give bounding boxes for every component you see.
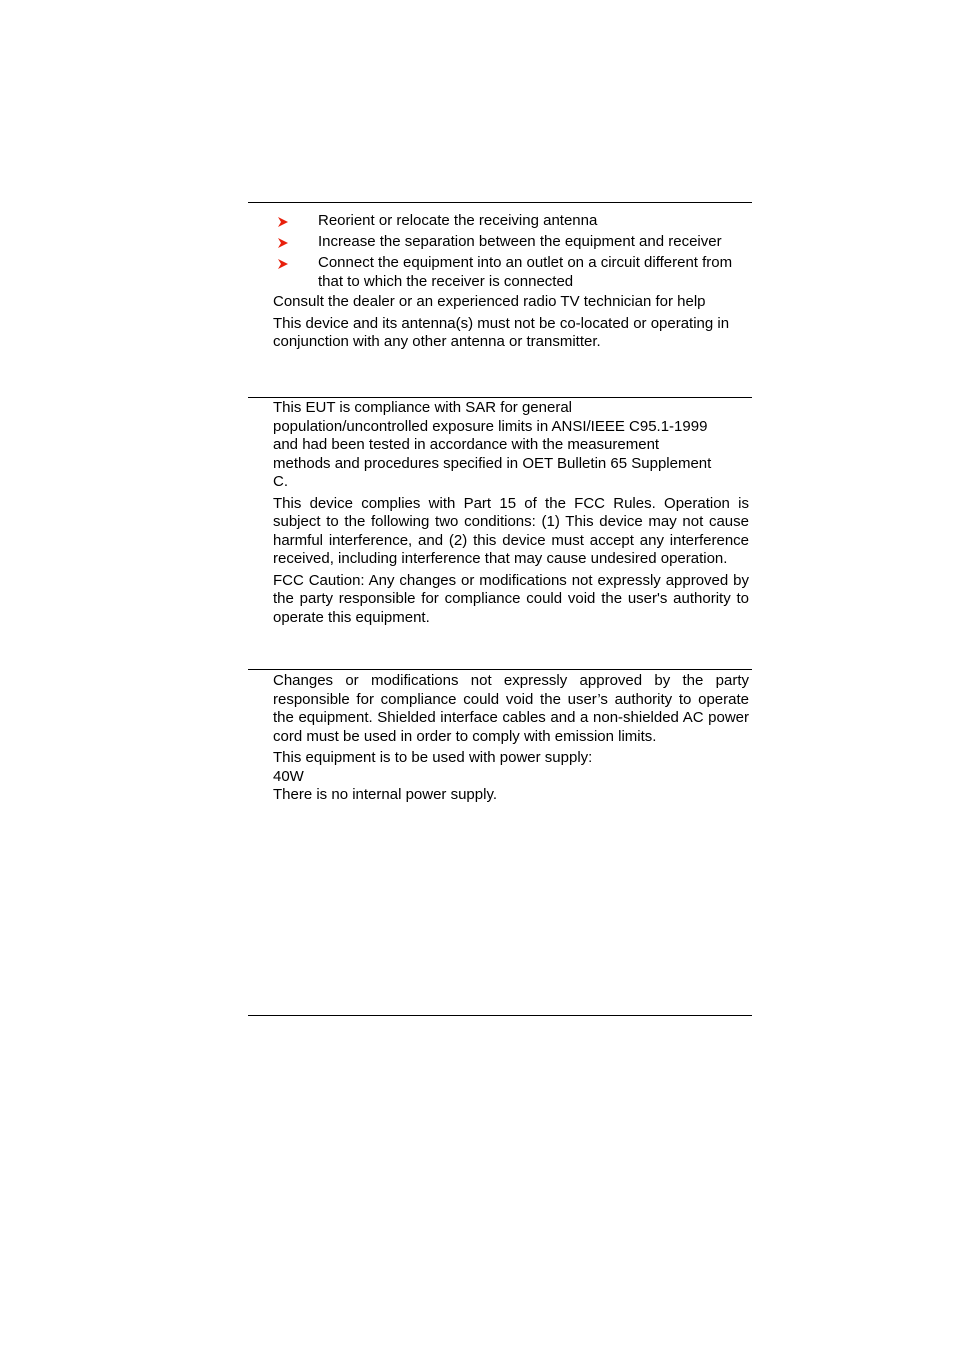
section-divider-top [248,202,752,203]
sar-compliance-section [273,399,749,630]
sar-line: and had been tested in accordance with the measurement [273,436,660,453]
sar-line: C. [273,473,288,490]
modifications-statement: Changes or modifications not expressly approved by the party responsible for compliance could void the user’s authority to operate the equipment. Shielded interface cables and a non-shielded AC power cord must be used in order to comply with emission limits. [273,672,749,745]
list-item-text: Reorient or relocate the receiving antenna [318,212,598,229]
fcc-part15-statement: This device complies with Part 15 of the FCC Rules. Operation is subject to the following two conditions: (1) This device may not cause harmful interference, and (2) this device must accept any interference received, including interference that may cause undesired operation. [273,494,749,567]
list-item [273,254,753,291]
arrow-bullet-icon [278,217,288,227]
section-divider-changes [248,669,752,670]
section-divider-bottom [248,1015,752,1016]
list-item-text: Connect the equipment into an outlet on a circuit different from that to which the receiver is connected [318,254,733,290]
power-rating: 40W [273,767,304,785]
fcc-caution-statement: FCC Caution: Any changes or modifications not expressly approved by the party responsible for compliance could void the user's authority to operate this equipment. [273,571,749,626]
consult-dealer-text: Consult the dealer or an experienced radio TV technician for help [273,293,706,310]
interference-measures-list [273,212,753,294]
power-supply-statement [273,749,749,805]
interference-notes [273,293,749,355]
sar-line: This EUT is compliance with SAR for general [273,399,573,416]
list-item-text: Increase the separation between the equipment and receiver [318,233,722,250]
list-item [273,233,753,252]
arrow-bullet-icon [278,259,288,269]
co-location-text: This device and its antenna(s) must not be co-located or operating in conjunction with any other antenna or transmitter. [273,314,730,350]
section-divider-sar [248,397,752,398]
no-internal-supply-line: There is no internal power supply. [273,786,498,803]
arrow-bullet-icon [278,238,288,248]
sar-line: methods and procedures specified in OET Bulletin 65 Supplement [273,454,712,472]
sar-line: population/uncontrolled exposure limits in ANSI/IEEE C95.1-1999 [273,417,708,435]
modifications-section [273,672,749,808]
list-item [273,212,753,231]
sar-statement [273,399,749,492]
power-supply-line: This equipment is to be used with power supply: [273,749,593,766]
